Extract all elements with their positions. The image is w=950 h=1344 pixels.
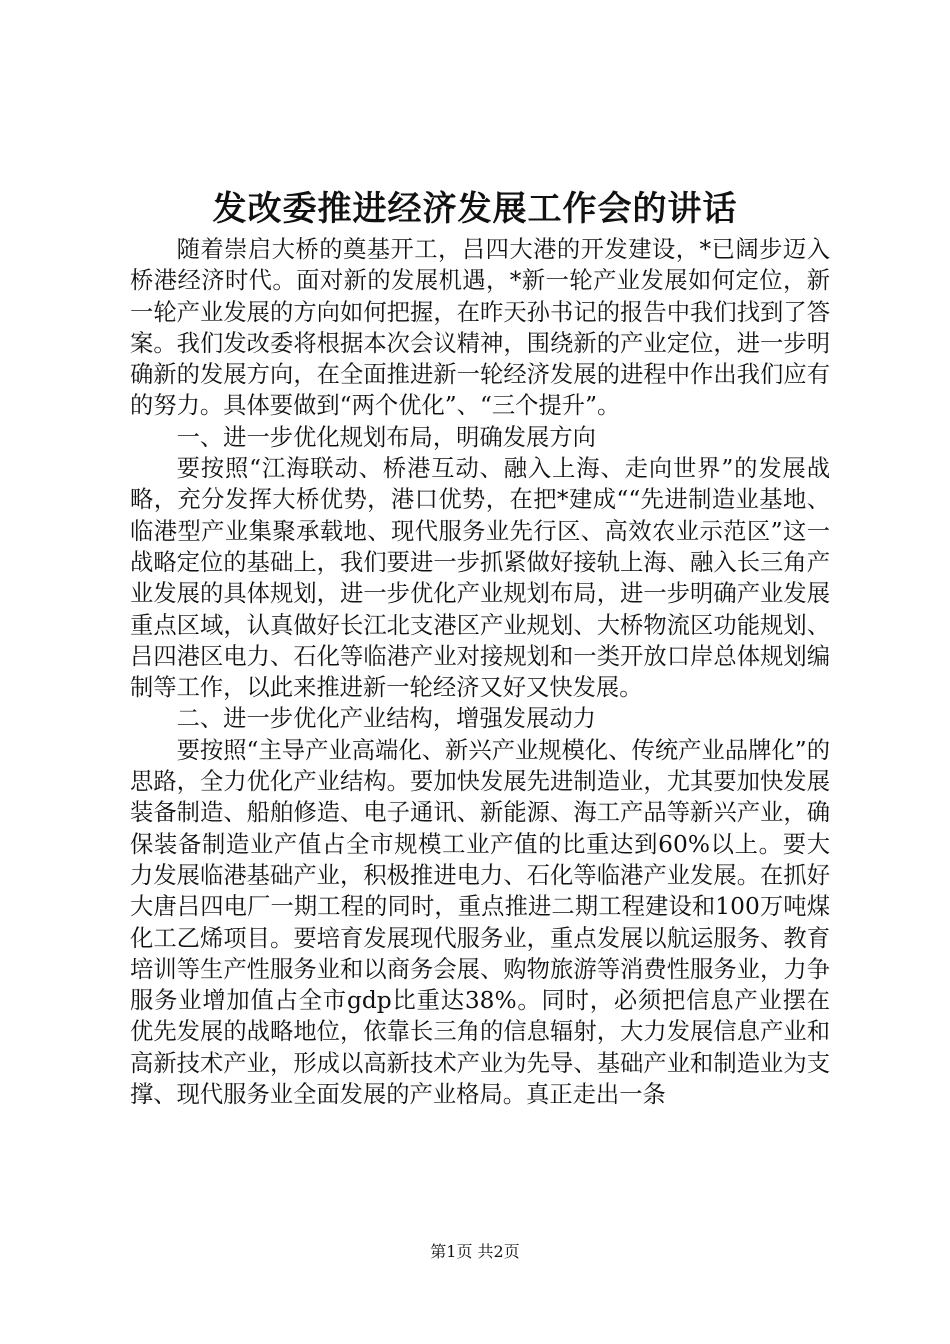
paragraph-section-2: 要按照“主导产业高端化、新兴产业规模化、传统产业品牌化”的思路，全力优化产业结构。要加快发展先进制造业，尤其要加快发展装备制造、船舶修造、电子通讯、新能源、海工产品等新兴产业，确保装备制造业产值占全市规模工业产值的比重达到60%以上。要大力发展临港基础产业，积极推进电力、石化等临港产业发展。在抓好大唐吕四电厂一期工程的同时，重点推进二期工程建设和100万吨煤化工乙烯项目。要培育发展现代服务业，重点发展以航运服务、教育培训等生产性服务业和以商务会展、购物旅游等消费性服务业，力争服务业增加值占全市gdp比重达38%。同时，必须把信息产业摆在优先发展的战略地位，依靠长三角的信息辐射，大力发展信息产业和高新技术产业，形成以高新技术产业为先导、基础产业和制造业为支撑、现代服务业全面发展的产业格局。真正走出一条 (130, 736, 830, 1109)
document-title: 发改委推进经济发展工作会的讲话 (212, 189, 738, 229)
document-body (130, 234, 830, 1110)
section-heading-2: 二、进一步优化产业结构，增强发展动力 (176, 705, 596, 733)
page-number-footer: 第1页 共2页 (430, 1242, 520, 1261)
paragraph-section-1: 要按照“江海联动、桥港互动、融入上海、走向世界”的发展战略，充分发挥大桥优势，港口优势，在把*建成““先进制造业基地、临港型产业集聚承载地、现代服务业先行区、高效农业示范区”这一战略定位的基础上，我们要进一步抓紧做好接轨上海、融入长三角产业发展的具体规划，进一步优化产业规划布局，进一步明确产业发展重点区域，认真做好长江北支港区产业规划、大桥物流区功能规划、吕四港区电力、石化等临港产业对接规划和一类开放口岸总体规划编制等工作，以此来推进新一轮经济又好又快发展。 (130, 455, 830, 702)
section-heading-1: 一、进一步优化规划布局，明确发展方向 (176, 423, 596, 451)
paragraph-intro: 随着崇启大桥的奠基开工，吕四大港的开发建设，*已阔步迈入桥港经济时代。面对新的发展机遇，*新一轮产业发展如何定位，新一轮产业发展的方向如何把握，在昨天孙书记的报告中我们找到了答案。我们发改委将根据本次会议精神，围绕新的产业定位，进一步明确新的发展方向，在全面推进新一轮经济发展的进程中作出我们应有的努力。具体要做到“两个优化”、“三个提升”。 (130, 236, 830, 420)
